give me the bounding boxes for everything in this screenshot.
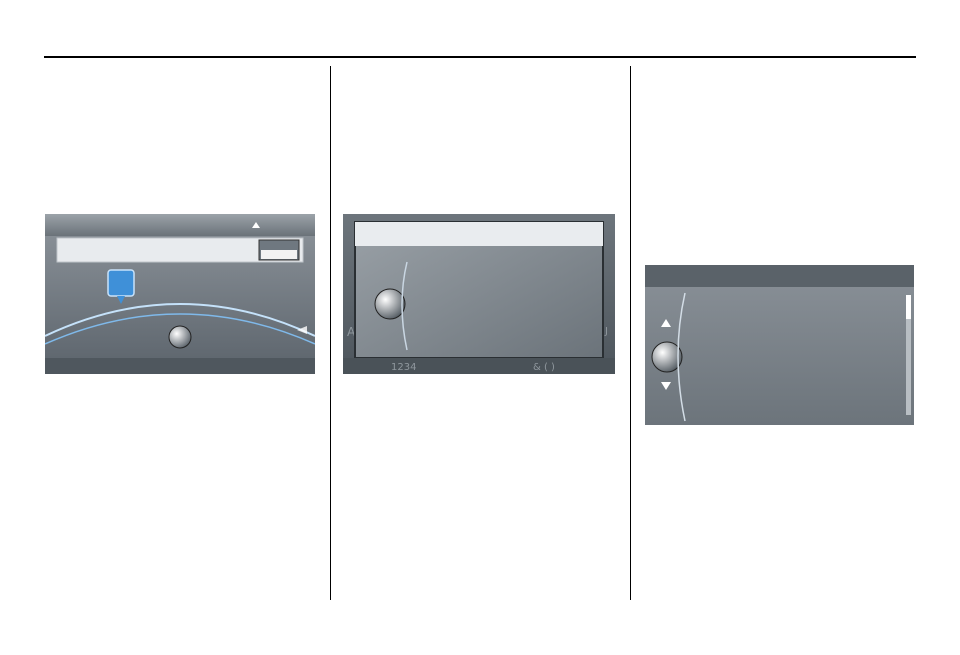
- select-city-screen: [645, 265, 914, 425]
- column-2-lower: [343, 383, 618, 401]
- column-divider-2: [630, 66, 631, 600]
- select-input-letter-screen: [343, 214, 615, 374]
- column-divider-1: [330, 66, 331, 600]
- interface-dial-icon-2: [375, 289, 405, 319]
- svg-text:& ( ): & ( ): [533, 362, 555, 373]
- svg-text:J: J: [605, 326, 608, 337]
- svg-text:A: A: [347, 325, 356, 339]
- column-3: [643, 68, 918, 86]
- selected-letter-bubble: [108, 270, 134, 296]
- interface-dial-icon: [169, 326, 191, 348]
- svg-text:1234: 1234: [391, 362, 417, 373]
- title-rule: [44, 56, 916, 58]
- enter-city-name-screen: [45, 214, 315, 374]
